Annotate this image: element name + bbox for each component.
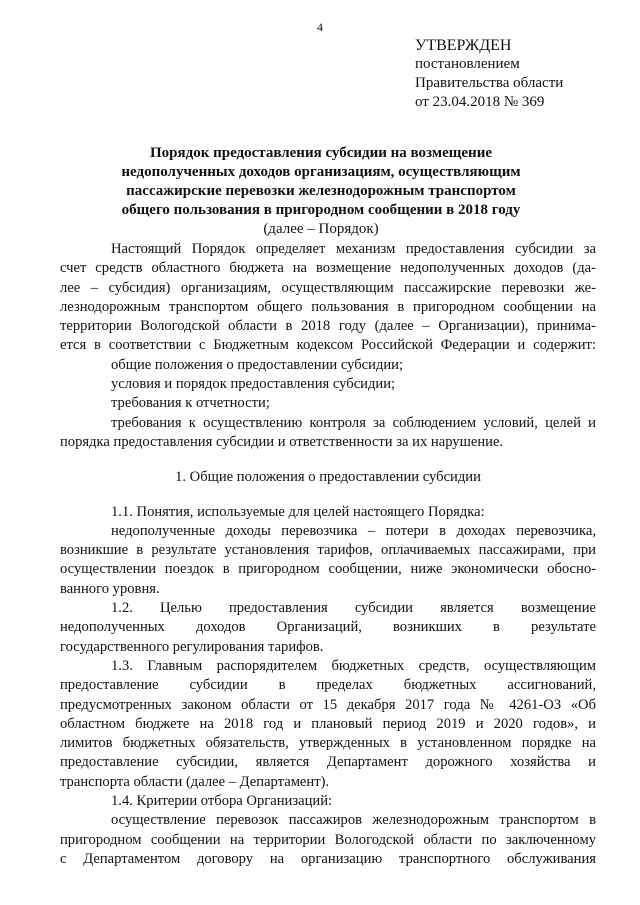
section-heading: 1. Общие положения о предоставлении субсидии [175,469,481,486]
title-line: Порядок предоставления субсидии на возмещение [149,145,492,161]
clause-line: лимитов бюджетных обязательств, утвержденных в установленном порядке на [60,735,596,752]
title-line: недополученных доходов организациям, осуществляющим [121,164,521,180]
clause-line: недополученных доходов Организаций, возникших в результате [60,619,596,636]
contents-item: требования к отчетности; [111,395,270,412]
intro-line: лезнодорожным транспортом общего пользования в пригородном сообщении на [60,298,596,315]
contents-item: порядка предоставления субсидии и ответственности за их нарушение. [60,433,504,450]
clause-line: ванного уровня. [60,580,160,597]
title-subtitle: (далее – Порядок) [263,221,379,237]
clause-line: государственного регулирования тарифов. [60,638,324,655]
clause-line: осуществление перевозок пассажиров железнодорожным транспортом в [111,812,596,829]
clause-line: пригородном сообщении на территории Вологодской области по заключенному [60,831,596,848]
intro-line: территории Вологодской области в 2018 году (далее – Организации), принима- [60,318,596,335]
clause-line: предусмотренных законом области от 15 декабря 2017 года № 4261-ОЗ «Об [60,696,596,713]
contents-item: общие положения о предоставлении субсидии; [111,356,404,373]
contents-item: условия и порядок предоставления субсидии; [111,376,396,393]
clause-line: транспорта области (далее – Департамент). [60,773,330,790]
contents-item: требования к осуществлению контроля за соблюдением условий, целей и [111,414,596,431]
intro-line: счет средств областного бюджета на возмещение недополученных доходов (да- [60,260,596,277]
clause-line: областном бюджете на 2018 год и плановый период 2019 и 2020 годов», и [60,715,596,732]
approval-line: Правительства области [415,75,564,91]
clause-line: недополученные доходы перевозчика – потери в доходах перевозчика, [111,522,596,539]
approval-heading: УТВЕРЖДЕН [415,37,512,54]
document-body [60,240,596,869]
clause-line: возникшие в результате установления тарифов, оплачиваемых пассажирами, при [60,542,596,559]
approval-stamp [415,36,563,112]
clause-heading: 1.1. Понятия, используемые для целей настоящего Порядка: [111,503,485,520]
intro-line: Настоящий Порядок определяет механизм предоставления субсидии за [111,241,596,257]
clause-line: 1.3. Главным распорядителем бюджетных средств, осуществляющим [111,657,596,674]
intro-line: лее – субсидия) организациям, осуществляющим пассажирские перевозки же- [60,279,596,296]
clause-line: 1.2. Целью предоставления субсидии является возмещение [111,600,596,617]
title-line: пассажирские перевозки железнодорожным транспортом [126,183,516,199]
clause-line: предоставление субсидии в пределах бюджетных ассигнований, [60,677,596,694]
approval-line: постановлением [415,56,520,72]
title-line: общего пользования в пригородном сообщении в 2018 году [121,202,521,218]
document-title [60,144,582,239]
approval-line: от 23.04.2018 № 369 [415,94,545,110]
clause-heading: 1.4. Критерии отбора Организаций: [111,793,333,810]
intro-line: ется в соответствии с Бюджетным кодексом Российской Федерации и содержит: [60,337,596,354]
clause-line: с Департаментом договору на организацию транспортного обслуживания [60,850,596,867]
clause-line: осуществлении поездок в пригородном сообщении, ниже экономически обосно- [60,561,596,578]
page-number: 4 [317,20,323,34]
clause-line: предоставление субсидии, является Департамент дорожного хозяйства и [60,754,596,771]
